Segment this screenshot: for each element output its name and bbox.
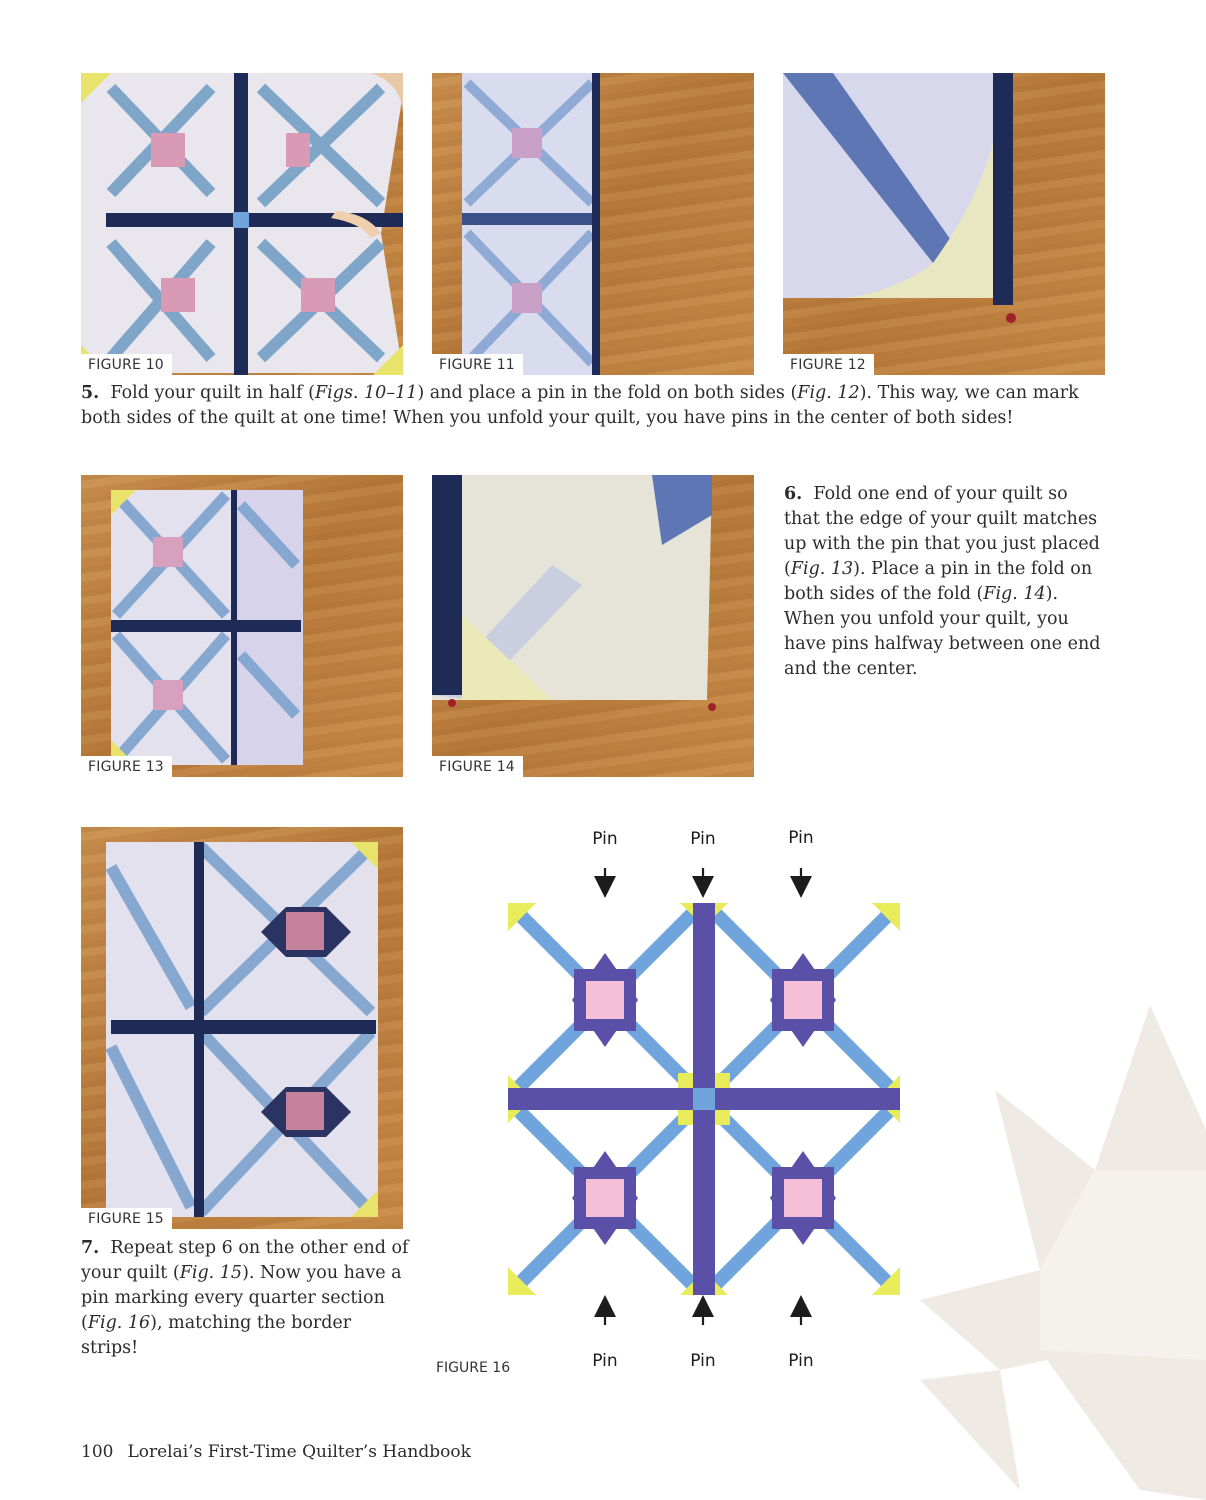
- step-6-text: [784, 482, 1104, 682]
- end-folded-quilt-illustration: [81, 475, 403, 777]
- page-footer: [81, 1442, 471, 1462]
- figure-12-caption: FIGURE 12: [783, 354, 874, 375]
- figure-11-photo: [432, 73, 754, 375]
- step-5-ref1: Figs. 10–11: [315, 383, 418, 403]
- figure-11-caption: FIGURE 11: [432, 354, 523, 375]
- book-title: Lorelai’s First-Time Quilter’s Handbook: [127, 1442, 471, 1462]
- step-6-ref2: Fig. 14: [983, 584, 1046, 604]
- step-5-part1: Fold your quilt in half (: [110, 383, 315, 403]
- step-7-number: 7.: [81, 1238, 100, 1258]
- step-5-number: 5.: [81, 383, 100, 403]
- figure-15-caption: FIGURE 15: [81, 1208, 172, 1229]
- pin-label-bottom-right: Pin: [788, 1351, 814, 1371]
- figure-13-photo: [81, 475, 403, 777]
- step-7-ref1: Fig. 15: [179, 1263, 243, 1283]
- step-6-part1: Fold one end of your quilt so that the edge of your quilt matches up with the pin that you just placed (: [784, 484, 1100, 579]
- step-6-ref1: Fig. 13: [790, 559, 854, 579]
- pin-label-bottom-left: Pin: [592, 1351, 618, 1371]
- step-5-part3: ). This way, we can mark both sides of the quilt at one time! When you unfold your quilt, you have pins in the center of both sides!: [81, 383, 1079, 428]
- pin-label-bottom-center: Pin: [690, 1351, 716, 1371]
- figure-14-caption: FIGURE 14: [432, 756, 523, 777]
- pin-label-top-center: Pin: [690, 829, 716, 849]
- decorative-star-shape: [920, 1000, 1206, 1500]
- step-7-part3: ), matching the border strips!: [81, 1313, 352, 1358]
- figure-10-photo: [81, 73, 403, 375]
- cornerstone: [693, 1088, 715, 1110]
- figure-14-photo: [432, 475, 754, 777]
- page-number: 100: [81, 1442, 114, 1462]
- figure-12-photo: [783, 73, 1105, 375]
- step-6-part3: ). When you unfold your quilt, you have pins halfway between one end and the center.: [784, 584, 1101, 679]
- folded-edge-closeup-illustration: [783, 73, 1105, 375]
- figure-10-caption: FIGURE 10: [81, 354, 172, 375]
- step-7-text: [81, 1236, 411, 1361]
- step-5-ref2: Fig. 12: [797, 383, 860, 403]
- step-5-part2: ) and place a pin in the fold on both sides (: [417, 383, 798, 403]
- pin-label-top-right: Pin: [788, 828, 814, 848]
- step-7-part2: ). Now you have a pin marking every quarter section (: [81, 1263, 402, 1333]
- step-7-part1: Repeat step 6 on the other end of your quilt (: [81, 1238, 409, 1283]
- quarter-marked-quilt-illustration: [81, 827, 403, 1229]
- end-fold-closeup-illustration: [432, 475, 754, 777]
- pin-label-top-left: Pin: [592, 829, 618, 849]
- figure-16-caption: FIGURE 16: [436, 1360, 511, 1376]
- folded-quilt-illustration: [81, 73, 403, 375]
- step-6-number: 6.: [784, 484, 803, 504]
- figure-13-caption: FIGURE 13: [81, 756, 172, 777]
- step-7-ref2: Fig. 16: [87, 1313, 151, 1333]
- step-6-part2: ). Place a pin in the fold on both sides of the fold (: [784, 559, 1093, 604]
- step-5-text: [81, 381, 1111, 431]
- figure-16-quilt-diagram: [490, 855, 920, 1325]
- half-folded-quilt-illustration: [432, 73, 754, 375]
- figure-15-photo: [81, 827, 403, 1229]
